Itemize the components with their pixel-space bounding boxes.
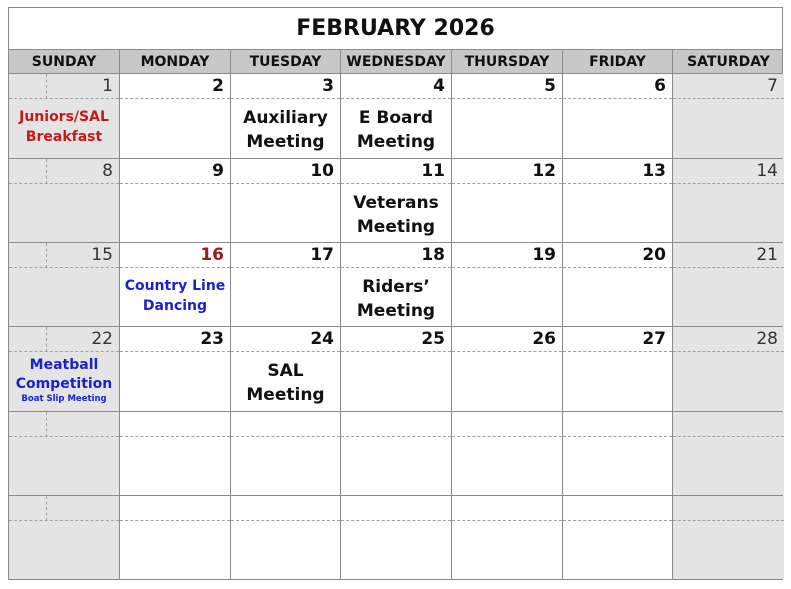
day-number: 8 — [102, 161, 113, 181]
calendar — [8, 7, 783, 580]
day-cell — [563, 74, 673, 158]
day-number: 13 — [642, 161, 666, 181]
day-cell — [231, 74, 341, 158]
weekday-header-row — [9, 50, 782, 74]
day-cell — [563, 159, 673, 242]
day-number: 9 — [212, 161, 224, 181]
day-cell — [341, 327, 452, 411]
event-veterans-meeting: Veterans Meeting — [353, 193, 439, 237]
day-number: 26 — [532, 329, 556, 349]
day-number: 6 — [654, 76, 666, 96]
day-cell — [9, 496, 120, 579]
day-number: 15 — [91, 245, 113, 265]
day-number: 21 — [756, 245, 778, 265]
day-number: 4 — [433, 76, 445, 96]
day-number: 24 — [310, 329, 334, 349]
day-cell — [341, 159, 452, 242]
day-number: 27 — [642, 329, 666, 349]
day-cell — [120, 327, 231, 411]
day-cell — [452, 159, 563, 242]
week-row-4 — [9, 327, 782, 412]
weekday-tuesday: TUESDAY — [231, 50, 341, 73]
week-row-1 — [9, 74, 782, 159]
day-number: 19 — [532, 245, 556, 265]
day-number: 2 — [212, 76, 224, 96]
day-cell — [673, 159, 784, 242]
weekday-sunday: SUNDAY — [9, 50, 120, 73]
day-cell — [120, 496, 231, 579]
day-cell — [563, 412, 673, 495]
event-meatball-competition: Meatball Competition Boat Slip Meeting — [15, 357, 113, 404]
weekday-thursday: THURSDAY — [452, 50, 563, 73]
day-cell — [120, 243, 231, 326]
event-country-line-dancing: Country Line Dancing — [124, 278, 226, 314]
day-cell — [231, 243, 341, 326]
event-boat-slip-meeting: Boat Slip Meeting — [21, 394, 107, 404]
day-cell — [231, 496, 341, 579]
event-juniors-sal-breakfast: Juniors/SAL Breakfast — [19, 109, 109, 145]
day-number: 28 — [756, 329, 778, 349]
day-number: 18 — [421, 245, 445, 265]
event-auxiliary-meeting: Auxiliary Meeting — [243, 108, 328, 152]
day-cell — [673, 327, 784, 411]
day-cell — [9, 412, 120, 495]
day-cell — [673, 74, 784, 158]
holiday-day-number: 16 — [200, 245, 224, 265]
day-cell — [120, 412, 231, 495]
day-cell — [452, 327, 563, 411]
day-cell — [9, 74, 120, 158]
day-number: 22 — [91, 329, 113, 349]
day-cell — [673, 412, 784, 495]
day-number: 25 — [421, 329, 445, 349]
day-number: 20 — [642, 245, 666, 265]
event-e-board-meeting: E Board Meeting — [356, 108, 436, 152]
day-cell — [452, 243, 563, 326]
day-cell — [341, 243, 452, 326]
day-cell — [673, 496, 784, 579]
week-row-6 — [9, 496, 782, 579]
day-cell — [9, 327, 120, 411]
day-number: 1 — [102, 76, 113, 96]
day-cell — [231, 412, 341, 495]
day-number: 5 — [544, 76, 556, 96]
day-number: 17 — [310, 245, 334, 265]
week-row-5 — [9, 412, 782, 496]
event-riders-meeting: Riders’ Meeting — [356, 277, 436, 321]
day-cell — [452, 412, 563, 495]
day-number: 10 — [310, 161, 334, 181]
weekday-friday: FRIDAY — [563, 50, 673, 73]
day-number: 7 — [767, 76, 778, 96]
day-cell — [341, 496, 452, 579]
day-number: 14 — [756, 161, 778, 181]
week-row-2 — [9, 159, 782, 243]
day-number: 11 — [421, 161, 445, 181]
day-number: 23 — [200, 329, 224, 349]
week-row-3 — [9, 243, 782, 327]
day-cell — [563, 243, 673, 326]
day-cell — [563, 496, 673, 579]
weekday-monday: MONDAY — [120, 50, 231, 73]
weekday-saturday: SATURDAY — [687, 53, 770, 70]
day-cell — [673, 243, 784, 326]
day-number: 12 — [532, 161, 556, 181]
day-cell — [9, 159, 120, 242]
day-cell — [341, 74, 452, 158]
weekday-wednesday: WEDNESDAY — [341, 50, 452, 73]
day-number: 3 — [322, 76, 334, 96]
day-cell — [341, 412, 452, 495]
day-cell — [452, 496, 563, 579]
day-cell — [120, 74, 231, 158]
event-sal-meeting: SAL Meeting — [246, 361, 325, 405]
day-cell — [563, 327, 673, 411]
day-cell — [120, 159, 231, 242]
day-cell — [9, 243, 120, 326]
day-cell — [231, 159, 341, 242]
day-cell — [452, 74, 563, 158]
day-cell — [231, 327, 341, 411]
calendar-title: FEBRUARY 2026 — [9, 8, 782, 50]
